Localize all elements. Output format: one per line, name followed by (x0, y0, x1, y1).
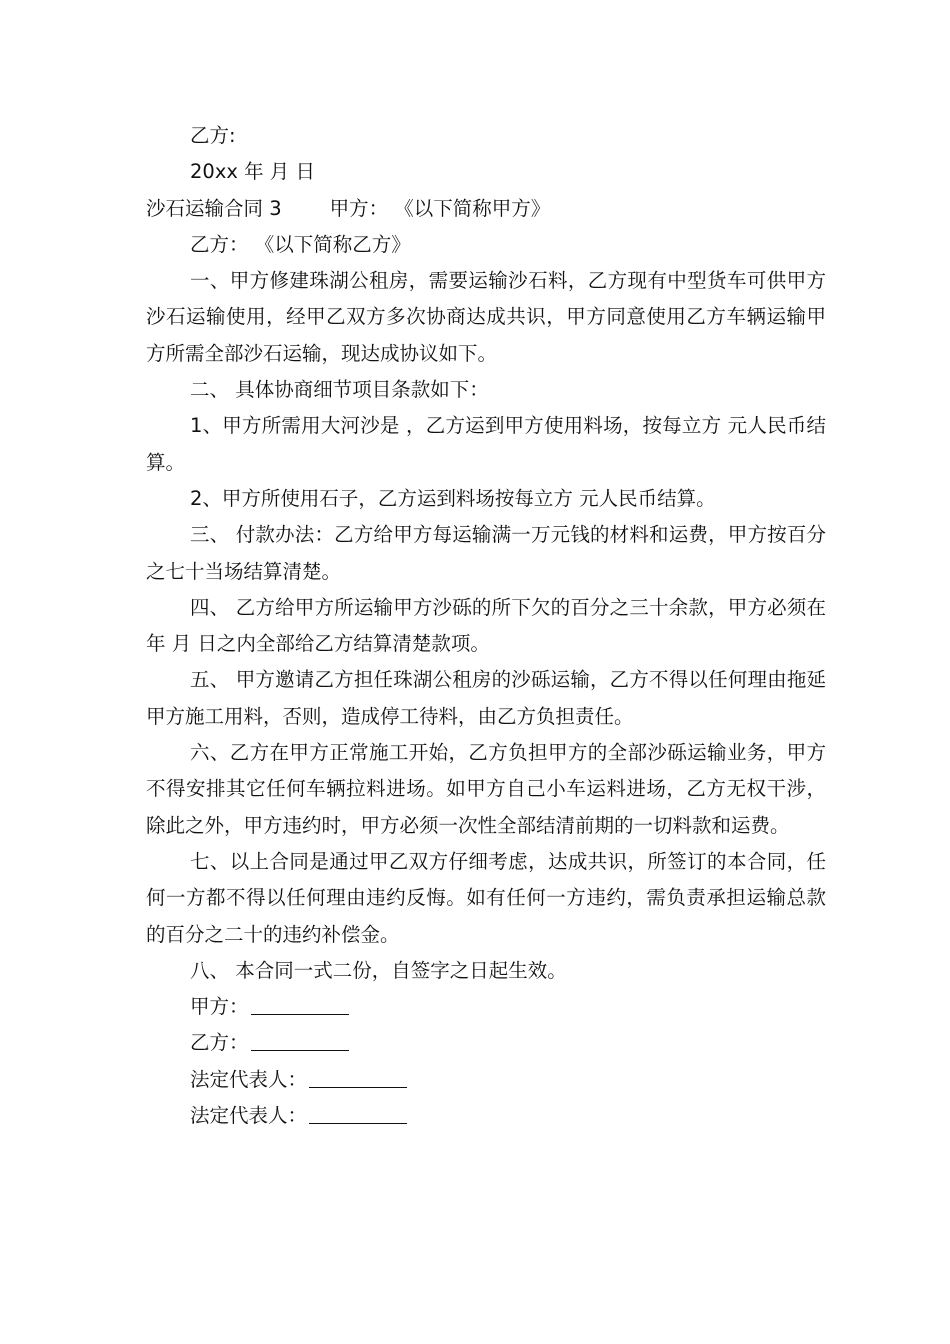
signature-label: 法定代表人： (190, 1104, 308, 1128)
signature-party-b (146, 1025, 826, 1061)
clause-5: 五、 甲方邀请乙方担任珠湖公租房的沙砾运输，乙方不得以任何理由拖延甲方施工用料，否则，造成停工待料，由乙方负担责任。 (146, 668, 826, 728)
clause-2-item-1: 1、甲方所需用大河沙是 ，乙方运到甲方使用料场，按每立方 元人民币结算。 (146, 414, 826, 474)
header-party-b: 乙方: (190, 124, 236, 147)
party-a-line: 甲方： 《以下简称甲方》 (329, 196, 551, 220)
clause-2: 二、 具体协商细节项目条款如下： (190, 378, 489, 402)
signature-label: 法定代表人： (190, 1067, 308, 1091)
clause-2-item-2: 2、甲方所使用石子，乙方运到料场按每立方 元人民币结算。 (190, 486, 716, 510)
contract-title: 沙石运输合同 3 (146, 196, 282, 220)
header-date: 20xx 年 月 日 (190, 160, 315, 184)
clause-7: 七、以上合同是通过甲乙双方仔细考虑，达成共识，所签订的本合同，任何一方都不得以任何理由违约反悔。如有任何一方违约，需负责承担运输总款的百分之二十的违约补偿金。 (146, 849, 826, 946)
signature-blank (309, 1067, 407, 1088)
clause-1: 一、甲方修建珠湖公租房，需要运输沙石料，乙方现有中型货车可供甲方沙石运输使用，经甲乙双方多次协商达成共识，甲方同意使用乙方车辆运输甲方所需全部沙石运输，现达成协议如下。 (146, 269, 826, 365)
signature-party-a (146, 989, 826, 1025)
clause-8: 八、 本合同一式二份，自签字之日起生效。 (190, 958, 567, 982)
contract-body (146, 118, 833, 1134)
clause-6: 六、乙方在甲方正常施工开始，乙方负担甲方的全部沙砾运输业务，甲方不得安排其它任何车辆拉料进场。如甲方自己小车运料进场，乙方无权干涉，除此之外，甲方违约时，甲方必须一次性全部结清前期的一切料款和运费。 (146, 741, 826, 837)
clause-3: 三、 付款办法：乙方给甲方每运输满一万元钱的材料和运费，甲方按百分之七十当场结算清楚。 (146, 523, 826, 583)
signature-rep-b (146, 1098, 826, 1134)
signature-label: 甲方： (190, 995, 249, 1019)
signature-blank (309, 1103, 407, 1124)
party-b-line: 乙方： 《以下简称乙方》 (190, 232, 411, 256)
clause-4: 四、 乙方给甲方所运输甲方沙砾的所下欠的百分之三十余款，甲方必须在 年 月 日之内全部给乙方结算清楚款项。 (146, 595, 833, 656)
signature-rep-a (146, 1062, 826, 1098)
signature-blank (251, 994, 349, 1015)
contract-title-row (146, 191, 826, 227)
signature-blank (251, 1030, 349, 1051)
signature-label: 乙方： (190, 1031, 249, 1055)
